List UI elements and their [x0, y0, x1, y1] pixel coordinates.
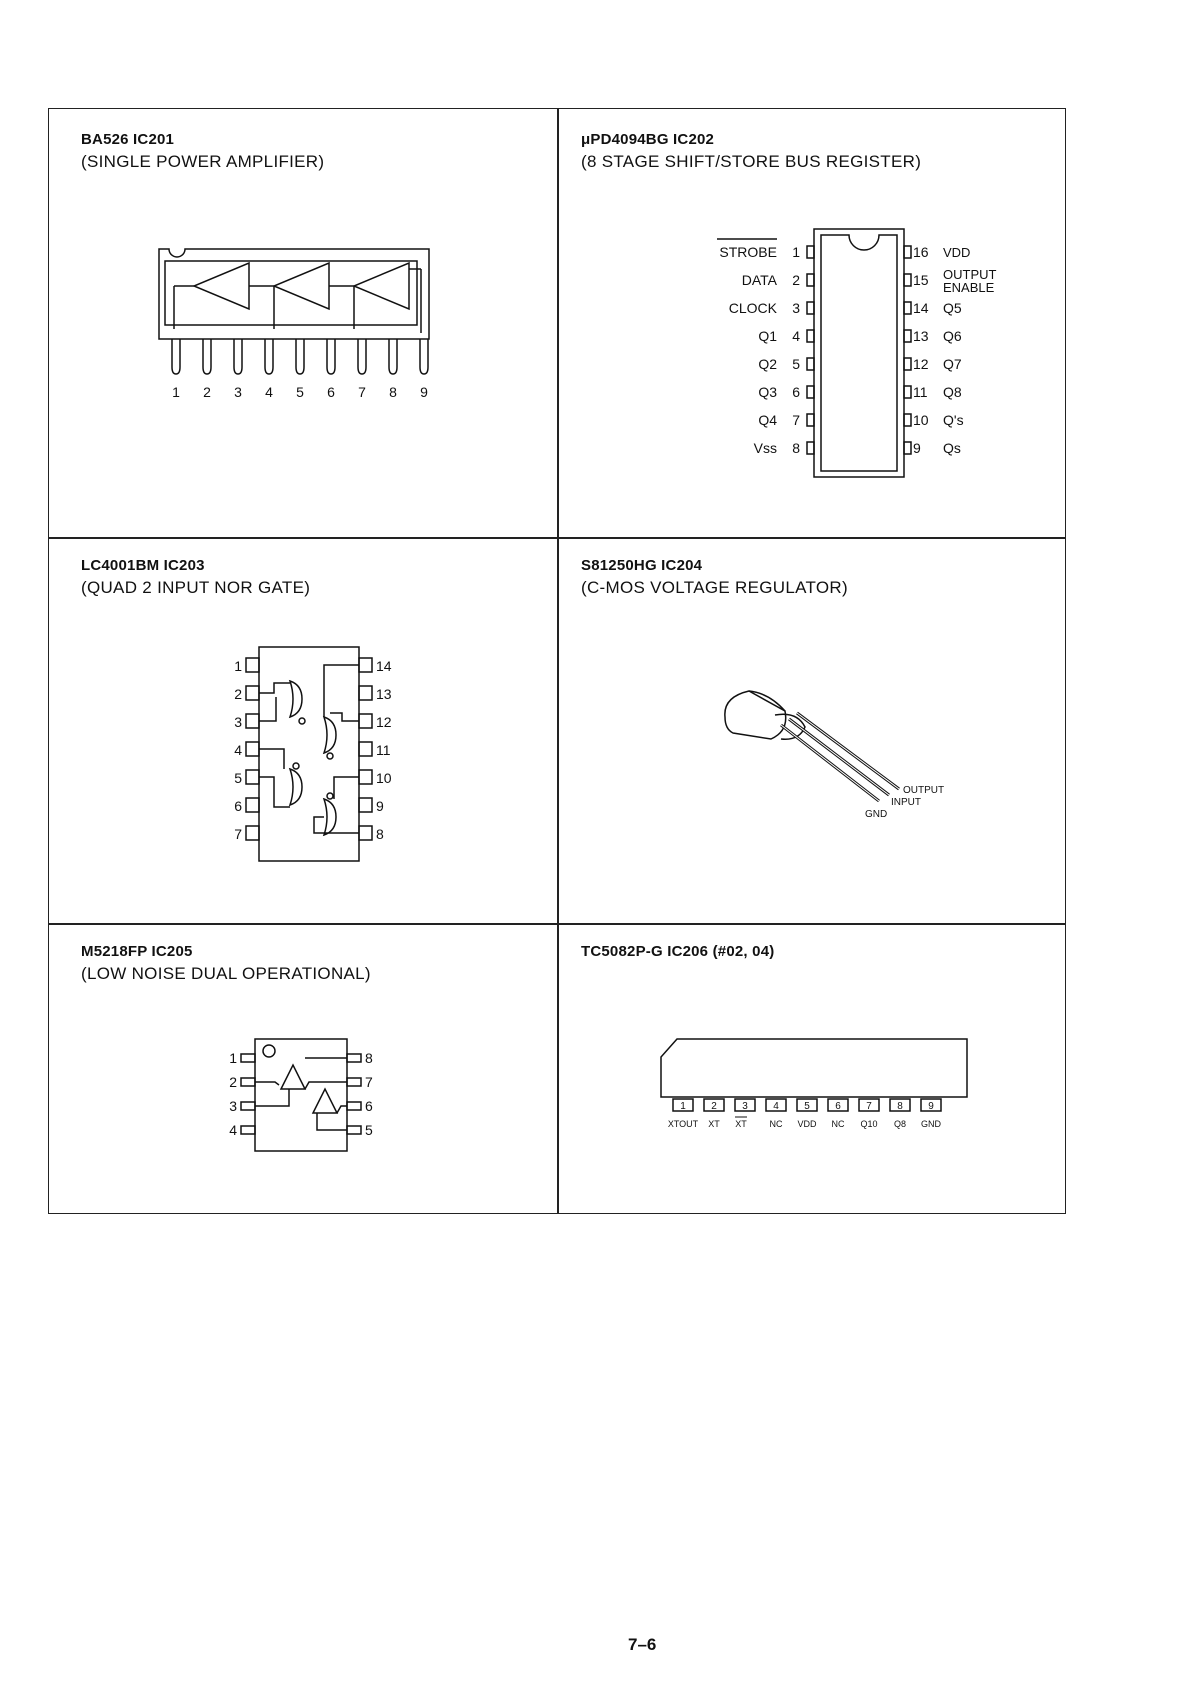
- pin-5-label: 5: [234, 770, 242, 786]
- pin-name-4: Q1: [758, 328, 777, 344]
- part-description: (C-MOS VOLTAGE REGULATOR): [581, 578, 848, 597]
- pin-9-label: 9: [376, 798, 384, 814]
- lead-input-label: INPUT: [891, 797, 921, 808]
- ba526-pins: [172, 339, 428, 374]
- pin-6-label: 6: [234, 798, 242, 814]
- pin-5-label: 5: [296, 384, 304, 400]
- pin-name-15a: OUTPUT: [943, 267, 997, 282]
- part-title: BA526 IC201: [81, 131, 175, 148]
- pin-num-9: 9: [913, 440, 921, 456]
- page-number: 7–6: [628, 1635, 657, 1654]
- pin-num-15: 15: [913, 272, 929, 288]
- pin-num-2: 2: [792, 272, 800, 288]
- pin-name-15b: ENABLE: [943, 280, 995, 295]
- pin-name-16: VDD: [943, 245, 971, 260]
- pin-2-label: 2: [203, 384, 211, 400]
- pin-14-label: 14: [376, 658, 392, 674]
- pin-4-label: 4: [229, 1122, 237, 1138]
- pin-name-6: Q3: [758, 384, 777, 400]
- pin-num-1: 1: [792, 244, 800, 260]
- pin-num-5: 5: [792, 356, 800, 372]
- ba526-sip-diagram: [159, 249, 499, 439]
- pin-name-q8: Q8: [893, 1119, 907, 1129]
- pin-2-num: 2: [711, 1101, 717, 1112]
- pin-name-5: Q2: [758, 356, 777, 372]
- pin-1-label: 1: [229, 1050, 237, 1066]
- m5218-sop-diagram: [209, 1039, 429, 1169]
- grid-divider-row1: [49, 537, 1065, 539]
- pin-num-8: 8: [792, 440, 800, 456]
- pin-num-11: 11: [913, 384, 928, 400]
- pin-name-8: Vss: [753, 440, 777, 456]
- lead-gnd-label: GND: [865, 809, 888, 820]
- pin-name-2: DATA: [741, 272, 777, 288]
- pin-1-num: 1: [680, 1101, 686, 1112]
- cell-m5218-header: [81, 943, 371, 984]
- pin-num-7: 7: [792, 412, 800, 428]
- pin-num-4: 4: [792, 328, 800, 344]
- pin-name-3: CLOCK: [728, 300, 777, 316]
- grid-divider-row2: [49, 923, 1065, 925]
- pin-4-label: 4: [265, 384, 273, 400]
- pin-13-label: 13: [376, 686, 392, 702]
- pin-7-label: 7: [234, 826, 242, 842]
- cell-lc4001-header: [81, 557, 310, 598]
- pin-name-nc-6: NC: [831, 1119, 845, 1129]
- pin-name-vdd: VDD: [797, 1119, 817, 1129]
- pin-3-label: 3: [234, 714, 242, 730]
- pin-num-10: 10: [913, 412, 929, 428]
- part-description: (SINGLE POWER AMPLIFIER): [81, 152, 325, 171]
- pin-3-num: 3: [742, 1101, 748, 1112]
- pin-name-xt-bar: XT: [735, 1119, 747, 1129]
- part-title: M5218FP IC205: [81, 943, 193, 960]
- pin-9-label: 9: [420, 384, 428, 400]
- pin-3-label: 3: [234, 384, 242, 400]
- part-description: (LOW NOISE DUAL OPERATIONAL): [81, 964, 371, 983]
- pin-name-q10: Q10: [860, 1119, 878, 1129]
- figure-grid: [48, 108, 1066, 1214]
- pin-6-num: 6: [835, 1101, 841, 1112]
- pin-5-label: 5: [365, 1122, 373, 1138]
- pin-7-num: 7: [866, 1101, 872, 1112]
- pin-4-num: 4: [773, 1101, 779, 1112]
- lead-output-label: OUTPUT: [903, 785, 945, 796]
- cell-tc5082-header: [581, 943, 774, 960]
- part-description: (QUAD 2 INPUT NOR GATE): [81, 578, 311, 597]
- pin-name-9: Qs: [943, 440, 961, 456]
- pin-num-3: 3: [792, 300, 800, 316]
- pin-1-label: 1: [234, 658, 242, 674]
- pin-8-label: 8: [376, 826, 384, 842]
- pin-9-num: 9: [928, 1101, 934, 1112]
- pin-2-label: 2: [229, 1074, 237, 1090]
- part-description: (8 STAGE SHIFT/STORE BUS REGISTER): [581, 152, 922, 171]
- pin-num-6: 6: [792, 384, 800, 400]
- pin-6-label: 6: [365, 1098, 373, 1114]
- pin-6-label: 6: [327, 384, 335, 400]
- tc5082-sip-diagram: [659, 1039, 979, 1149]
- pin-8-label: 8: [389, 384, 397, 400]
- pin-3-label: 3: [229, 1098, 237, 1114]
- pin-num-14: 14: [913, 300, 929, 316]
- pin-name-gnd: GND: [921, 1119, 941, 1129]
- cell-upd4094-header: [581, 131, 921, 172]
- pin-2-label: 2: [234, 686, 242, 702]
- pin-name-xt: XT: [708, 1119, 720, 1129]
- part-title: TC5082P-G IC206 (#02, 04): [581, 943, 775, 960]
- upd4094-dip-diagram: [599, 229, 1019, 489]
- pin-11-label: 11: [376, 742, 391, 758]
- pin-4-label: 4: [234, 742, 242, 758]
- pin-8-num: 8: [897, 1101, 903, 1112]
- pin-10-label: 10: [376, 770, 392, 786]
- pin-7-label: 7: [365, 1074, 373, 1090]
- pin-name-11: Q8: [943, 384, 962, 400]
- pin-num-16: 16: [913, 244, 929, 260]
- part-title: μPD4094BG IC202: [581, 131, 715, 148]
- pin-name-10: Q's: [943, 412, 964, 428]
- pin-name-14: Q5: [943, 300, 962, 316]
- pin-name-1: STROBE: [719, 244, 777, 260]
- lc4001-dip-diagram: [214, 647, 454, 877]
- pin-7-label: 7: [358, 384, 366, 400]
- pin-name-7: Q4: [758, 412, 777, 428]
- part-title: S81250HG IC204: [581, 557, 703, 574]
- pin-5-num: 5: [804, 1101, 810, 1112]
- pin-name-xtout: XTOUT: [667, 1119, 699, 1129]
- grid-divider-vertical: [557, 109, 559, 1213]
- pin-1-label: 1: [172, 384, 180, 400]
- pin-12-label: 12: [376, 714, 392, 730]
- cell-s81250-header: [581, 557, 848, 598]
- pin-num-13: 13: [913, 328, 929, 344]
- pin-8-label: 8: [365, 1050, 373, 1066]
- s81250-to92-diagram: [719, 687, 1019, 847]
- part-title: LC4001BM IC203: [81, 557, 205, 574]
- pin-name-nc-4: NC: [769, 1119, 783, 1129]
- pin-name-12: Q7: [943, 356, 962, 372]
- pin-name-13: Q6: [943, 328, 962, 344]
- cell-ba526-header: [81, 131, 324, 172]
- pin-num-12: 12: [913, 356, 929, 372]
